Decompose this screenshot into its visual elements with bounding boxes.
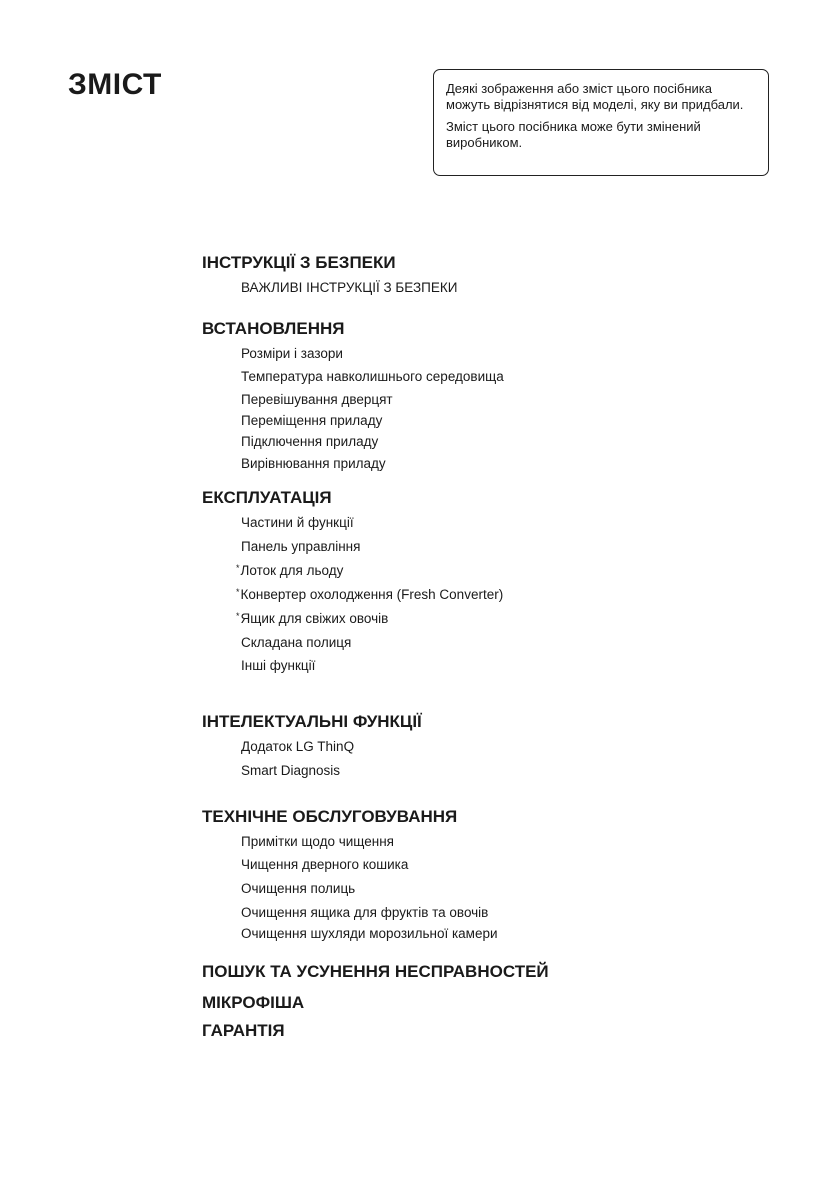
toc-item[interactable] xyxy=(236,563,343,578)
toc-item[interactable]: Очищення шухляди морозильної камери xyxy=(241,926,498,941)
toc-item[interactable]: Примітки щодо чищення xyxy=(241,834,394,849)
toc-item[interactable]: Інші функції xyxy=(241,658,316,673)
toc-item[interactable]: Очищення полиць xyxy=(241,881,356,896)
toc-item[interactable]: Підключення приладу xyxy=(241,434,379,449)
page-title: ЗМІСТ xyxy=(68,68,162,101)
optional-marker: * xyxy=(236,587,240,597)
toc-item[interactable]: Чищення дверного кошика xyxy=(241,857,409,872)
toc-item[interactable]: Частини й функції xyxy=(241,515,354,530)
notice-box xyxy=(433,69,769,176)
notice-line-2: Зміст цього посібника може бути змінений виробником. xyxy=(446,119,701,150)
toc-item-label: Лоток для льоду xyxy=(240,563,344,578)
section-install-title[interactable]: ВСТАНОВЛЕННЯ xyxy=(202,319,345,338)
section-troubleshooting-title[interactable]: ПОШУК ТА УСУНЕННЯ НЕСПРАВНОСТЕЙ xyxy=(202,962,549,981)
section-smart-title[interactable]: ІНТЕЛЕКТУАЛЬНІ ФУНКЦІЇ xyxy=(202,712,422,731)
toc-item[interactable]: Складана полиця xyxy=(241,635,352,650)
toc-item[interactable]: Вирівнювання приладу xyxy=(241,456,386,471)
section-warranty-title[interactable]: ГАРАНТІЯ xyxy=(202,1021,285,1040)
toc-item[interactable]: ВАЖЛИВІ ІНСТРУКЦІЇ З БЕЗПЕКИ xyxy=(241,280,458,295)
section-microfiche-title[interactable]: МІКРОФІША xyxy=(202,993,305,1012)
section-operation-title[interactable]: ЕКСПЛУАТАЦІЯ xyxy=(202,488,332,507)
section-maintenance-title[interactable]: ТЕХНІЧНЕ ОБСЛУГОВУВАННЯ xyxy=(202,807,458,826)
optional-marker: * xyxy=(236,563,240,573)
toc-item[interactable]: Smart Diagnosis xyxy=(241,763,341,778)
toc-item[interactable]: Температура навколишнього середовища xyxy=(241,369,504,384)
toc-item[interactable] xyxy=(236,587,503,602)
toc-item[interactable]: Додаток LG ThinQ xyxy=(241,739,355,754)
section-safety-title[interactable]: ІНСТРУКЦІЇ З БЕЗПЕКИ xyxy=(202,253,396,272)
toc-item[interactable]: Переміщення приладу xyxy=(241,413,383,428)
optional-marker: * xyxy=(236,611,240,621)
toc-item[interactable]: Панель управління xyxy=(241,539,361,554)
toc-item-label: Ящик для свіжих овочів xyxy=(240,611,389,626)
toc-item[interactable]: Розміри і зазори xyxy=(241,346,343,361)
notice-line-1: Деякі зображення або зміст цього посібника можуть відрізнятися від моделі, яку ви придбали. xyxy=(446,81,744,112)
toc-item[interactable] xyxy=(236,611,388,626)
toc-item[interactable]: Перевішування дверцят xyxy=(241,392,393,407)
toc-item[interactable]: Очищення ящика для фруктів та овочів xyxy=(241,905,489,920)
toc-item-label: Конвертер охолодження (Fresh Converter) xyxy=(240,587,504,602)
